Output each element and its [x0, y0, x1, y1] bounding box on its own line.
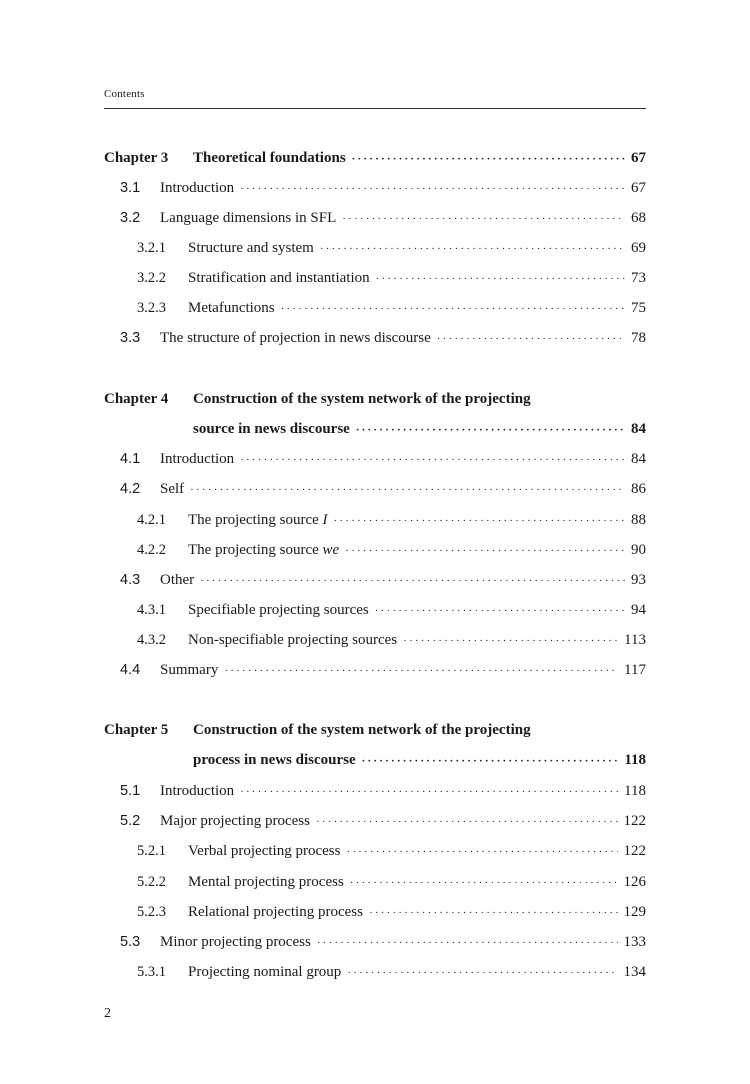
toc-entry-title: The projecting source we — [188, 542, 340, 558]
dot-leader — [190, 478, 625, 502]
toc-entry-page: 117 — [624, 662, 646, 678]
toc-entry-page: 69 — [631, 240, 646, 256]
running-head: Contents — [104, 88, 145, 100]
dot-leader — [375, 599, 625, 623]
toc-entry[interactable] — [104, 326, 646, 350]
toc-entry[interactable] — [104, 779, 646, 803]
toc-entry-title: Metafunctions — [188, 300, 275, 316]
dot-leader — [317, 931, 618, 955]
toc-entry-number: 5.2.3 — [137, 904, 166, 920]
toc-entry-title: Construction of the system network of the projecting — [193, 722, 531, 738]
dot-leader — [362, 749, 619, 773]
toc-entry[interactable] — [104, 839, 646, 863]
toc-entry[interactable] — [104, 870, 646, 894]
toc-entry-title-emphasis: I — [322, 512, 328, 528]
toc-entry-title: The projecting source I — [188, 512, 328, 528]
toc-entry-page: 90 — [631, 542, 646, 558]
toc-entry-page: 67 — [631, 180, 646, 196]
toc-entry-number: 3.2.2 — [137, 270, 166, 286]
dot-leader — [346, 840, 617, 864]
toc-entry-number: 5.2 — [120, 813, 141, 829]
toc-entry-title: Mental projecting process — [188, 874, 344, 890]
toc-entry[interactable] — [104, 809, 646, 833]
toc-entry-page: 84 — [631, 421, 646, 437]
page-number: 2 — [104, 1006, 111, 1021]
toc-entry-number: 4.4 — [120, 662, 141, 678]
toc-entry[interactable] — [104, 748, 646, 772]
toc-entry[interactable] — [104, 508, 646, 532]
toc-entry-title: Projecting nominal group — [188, 964, 342, 980]
toc-entry-page: 122 — [623, 843, 646, 859]
dot-leader — [224, 659, 618, 683]
toc-entry-number: 4.2.2 — [137, 542, 166, 558]
dot-leader — [376, 267, 625, 291]
toc-entry-title: Summary — [160, 662, 219, 678]
toc-entry[interactable] — [104, 206, 646, 230]
toc-entry-title: Relational projecting process — [188, 904, 363, 920]
toc-entry-page: 129 — [623, 904, 646, 920]
toc-entry[interactable] — [104, 598, 646, 622]
dot-leader — [347, 961, 617, 985]
toc-entry-title: Other — [160, 572, 195, 588]
toc-entry-title: Construction of the system network of the projecting — [193, 391, 531, 407]
toc-entry-title: Self — [160, 481, 185, 497]
toc-entry[interactable] — [104, 658, 646, 682]
dot-leader — [345, 539, 625, 563]
toc-entry-page: 88 — [631, 512, 646, 528]
dot-leader — [240, 177, 625, 201]
dot-leader — [334, 509, 625, 533]
toc-entry[interactable] — [104, 176, 646, 200]
toc-entry-number: 3.3 — [120, 330, 141, 346]
toc-entry-page: 84 — [631, 451, 646, 467]
toc-entry-number: Chapter 3 — [104, 150, 169, 166]
toc-entry[interactable] — [104, 900, 646, 924]
dot-leader — [320, 237, 625, 261]
toc-entry-number: 3.2.1 — [137, 240, 166, 256]
toc-entry-title: Verbal projecting process — [188, 843, 341, 859]
dot-leader — [240, 448, 625, 472]
toc-entry-number: 4.3.1 — [137, 602, 166, 618]
dot-leader — [356, 418, 625, 442]
toc-entry-page: 94 — [631, 602, 646, 618]
toc-entry[interactable] — [104, 387, 646, 411]
dot-leader — [350, 871, 618, 895]
toc-entry-title: process in news discourse — [193, 752, 356, 768]
toc-entry-title: Minor projecting process — [160, 934, 311, 950]
toc-entry[interactable] — [104, 628, 646, 652]
toc-entry-title: Introduction — [160, 451, 235, 467]
toc-entry-page: 133 — [623, 934, 646, 950]
toc-entry-page: 118 — [624, 752, 646, 768]
toc-entry[interactable] — [104, 236, 646, 260]
toc-entry-number: 4.3.2 — [137, 632, 166, 648]
toc-entry-title: Structure and system — [188, 240, 314, 256]
toc-entry-title: Introduction — [160, 180, 235, 196]
dot-leader — [240, 780, 618, 804]
toc-entry[interactable] — [104, 568, 646, 592]
toc-entry-number: 5.2.2 — [137, 874, 166, 890]
toc-entry-title-emphasis: we — [322, 542, 340, 558]
toc-entry[interactable] — [104, 447, 646, 471]
toc-entry-number: 5.3 — [120, 934, 141, 950]
toc-entry-page: 73 — [631, 270, 646, 286]
toc-entry-title: Major projecting process — [160, 813, 310, 829]
dot-leader — [352, 147, 625, 171]
toc-entry-number: Chapter 5 — [104, 722, 169, 738]
toc-entry[interactable] — [104, 718, 646, 742]
toc-entry-page: 122 — [623, 813, 646, 829]
toc-entry-page: 93 — [631, 572, 646, 588]
toc-entry-number: 5.2.1 — [137, 843, 166, 859]
toc-entry-title: The structure of projection in news discourse — [160, 330, 431, 346]
toc-entry-title: Language dimensions in SFL — [160, 210, 337, 226]
toc-entry-page: 86 — [631, 481, 646, 497]
dot-leader — [342, 207, 625, 231]
dot-leader — [403, 629, 618, 653]
toc-entry[interactable] — [104, 266, 646, 290]
toc-entry-page: 134 — [623, 964, 646, 980]
toc-entry-number: Chapter 4 — [104, 391, 169, 407]
toc-entry-page: 126 — [623, 874, 646, 890]
toc-entry[interactable] — [104, 296, 646, 320]
toc-entry-number: 3.2 — [120, 210, 141, 226]
toc-entry-title: Theoretical foundations — [193, 150, 346, 166]
toc-entry-page: 78 — [631, 330, 646, 346]
dot-leader — [316, 810, 618, 834]
toc-entry-number: 3.2.3 — [137, 300, 166, 316]
toc-entry-number: 4.3 — [120, 572, 141, 588]
dot-leader — [437, 327, 625, 351]
toc-entry-title: Non-specifiable projecting sources — [188, 632, 398, 648]
toc-entry-number: 4.2.1 — [137, 512, 166, 528]
toc-entry[interactable] — [104, 146, 646, 170]
toc-entry-title: Stratification and instantiation — [188, 270, 370, 286]
toc-entry-number: 4.1 — [120, 451, 141, 467]
toc-entry-number: 5.1 — [120, 783, 141, 799]
toc-entry-page: 118 — [624, 783, 646, 799]
toc-entry-page: 113 — [624, 632, 646, 648]
toc-entry-number: 5.3.1 — [137, 964, 166, 980]
toc-entry[interactable] — [104, 538, 646, 562]
toc-entry-page: 68 — [631, 210, 646, 226]
toc-entry-title: Specifiable projecting sources — [188, 602, 369, 618]
toc-entry[interactable] — [104, 477, 646, 501]
dot-leader — [281, 297, 625, 321]
toc-entry[interactable] — [104, 417, 646, 441]
dot-leader — [369, 901, 618, 925]
toc-entry-page: 67 — [631, 150, 646, 166]
toc-entry-title: source in news discourse — [193, 421, 350, 437]
toc-entry-title: Introduction — [160, 783, 235, 799]
header-rule — [104, 108, 646, 109]
dot-leader — [200, 569, 625, 593]
toc-entry-page: 75 — [631, 300, 646, 316]
toc-entry-number: 4.2 — [120, 481, 141, 497]
toc-entry[interactable] — [104, 930, 646, 954]
toc-entry[interactable] — [104, 960, 646, 984]
toc-entry-number: 3.1 — [120, 180, 141, 196]
